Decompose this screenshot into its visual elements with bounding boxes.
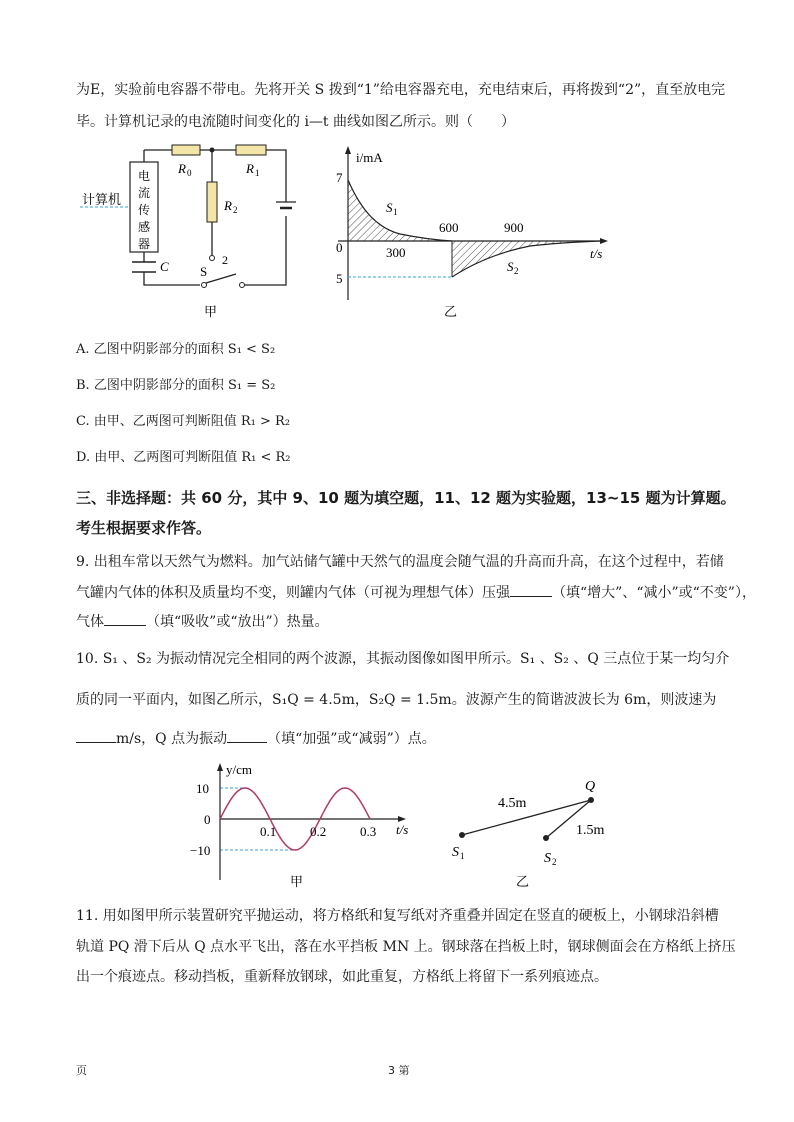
wave-tick-minus10: −10 bbox=[190, 843, 211, 858]
resistor-r0 bbox=[172, 145, 200, 155]
fig-yi-caption: 乙 bbox=[444, 304, 458, 319]
q11-line-1: 11. 用如图甲所示装置研究平抛运动，将方格纸和复写纸对齐重叠并固定在竖直的硬板上，小钢球沿斜槽 bbox=[76, 908, 719, 924]
option-d[interactable]: D. 由甲、乙两图可判断阻值 R₁ < R₂ bbox=[76, 450, 291, 465]
sensor-char-5: 器 bbox=[137, 237, 151, 251]
q11-line-3: 出一个痕迹点。移动挡板，重新释放钢球，如此重复，方格纸上将留下一系列痕迹点。 bbox=[76, 969, 608, 985]
footer-page-number: 3 第 bbox=[388, 1064, 410, 1077]
x-axis-arrow bbox=[600, 238, 608, 244]
r2-label: R bbox=[224, 198, 232, 213]
label-q: Q bbox=[585, 779, 596, 794]
label-1-5m: 1.5m bbox=[576, 823, 605, 838]
junction-dot bbox=[210, 148, 215, 153]
s1-label-sub: 1 bbox=[393, 207, 398, 217]
wave-y-axis-arrow bbox=[217, 763, 223, 771]
fig-jia-caption: 甲 bbox=[204, 304, 218, 319]
s2-label-sub: 2 bbox=[514, 266, 519, 276]
r0-label: R bbox=[178, 161, 186, 176]
wave-tick-10: 10 bbox=[196, 781, 209, 796]
q9-line-2a: 气罐内气体的体积及质量均不变，则罐内气体（可视为理想气体）压强 bbox=[76, 585, 510, 601]
r2-label-sub: 2 bbox=[233, 205, 238, 215]
point-q bbox=[588, 797, 594, 803]
area-s1 bbox=[348, 180, 452, 241]
tick-7: 7 bbox=[336, 170, 343, 185]
switch-pivot bbox=[202, 283, 207, 288]
option-c[interactable]: C. 由甲、乙两图可判断阻值 R₁ > R₂ bbox=[76, 414, 291, 429]
switch-label: S bbox=[200, 264, 208, 279]
q10-speed-blank[interactable] bbox=[76, 728, 116, 743]
s2-label: S bbox=[507, 259, 514, 274]
option-b[interactable]: B. 乙图中阴影部分的面积 S₁ = S₂ bbox=[76, 378, 276, 393]
section3-heading-line-1: 三、非选择题：共 60 分，其中 9、10 题为填空题，11、12 题为实验题，13~15 题为计算题。 bbox=[76, 489, 736, 507]
tick-600: 600 bbox=[439, 220, 459, 235]
q9-line-1: 9. 出租车常以天然气为燃料。加气站储气罐中天然气的温度会随气温的升高而升高，在这个过程中，若储 bbox=[76, 554, 724, 570]
label-s2-sub: 2 bbox=[552, 857, 557, 867]
circuit-diagram bbox=[76, 140, 306, 325]
segment-s1q bbox=[462, 800, 591, 835]
resistor-r2 bbox=[207, 182, 217, 222]
sensor-char-2: 流 bbox=[137, 186, 151, 200]
it-curve-chart bbox=[330, 140, 620, 325]
r1-label-sub: 1 bbox=[255, 168, 260, 178]
sensor-char-3: 传 bbox=[137, 203, 151, 217]
q10-line-1: 10. S₁ 、S₂ 为振动情况完全相同的两个波源，其振动图像如图甲所示。S₁ 、S₂ 、Q 三点位于某一均匀介 bbox=[76, 651, 730, 667]
y-axis-arrow bbox=[345, 146, 351, 154]
tick-900: 900 bbox=[504, 220, 524, 235]
label-4-5m: 4.5m bbox=[498, 796, 527, 811]
s1-label: S bbox=[386, 200, 393, 215]
option-a[interactable]: A. 乙图中阴影部分的面积 S₁ < S₂ bbox=[76, 342, 276, 357]
label-s1-sub: 1 bbox=[460, 851, 465, 861]
r1-label: R bbox=[246, 161, 254, 176]
geometry-diagram bbox=[440, 770, 640, 895]
wave-x-label: t/s bbox=[396, 822, 409, 837]
sensor-char-1: 电 bbox=[137, 169, 151, 183]
section3-heading-line-2: 考生根据要求作答。 bbox=[76, 519, 212, 537]
tick-5: 5 bbox=[336, 271, 343, 286]
geometry-fig-caption: 乙 bbox=[516, 874, 530, 889]
wave-fig-caption: 甲 bbox=[290, 874, 304, 889]
point-s2 bbox=[543, 835, 549, 841]
q9-line-3b: （填“吸收”或“放出”）热量。 bbox=[146, 614, 329, 630]
q8-line-2: 毕。计算机记录的电流随时间变化的 i—t 曲线如图乙所示。则（ ） bbox=[76, 114, 516, 130]
point-s1 bbox=[459, 832, 465, 838]
label-s2: S bbox=[544, 851, 551, 866]
switch-pos-2-label: 2 bbox=[222, 253, 228, 267]
q9-line-2b: （填“增大”、“减小”或“不变”）， bbox=[552, 585, 756, 601]
wave-tick-0: 0 bbox=[204, 812, 211, 827]
switch-contact-2 bbox=[210, 256, 215, 261]
q10-line-3b: （填“加强”或“减弱”）点。 bbox=[267, 731, 436, 747]
wave-tick-01: 0.1 bbox=[260, 824, 277, 839]
q10-line-2: 质的同一平面内，如图乙所示，S₁Q = 4.5m，S₂Q = 1.5m。波源产生的简谐波波长为 6m，则波速为 bbox=[76, 692, 717, 708]
tick-0: 0 bbox=[336, 240, 343, 255]
q8-line-1: 为E，实验前电容器不带电。先将开关 S 拨到“1”给电容器充电，充电结束后，再将拨到“2”，直至放电完 bbox=[76, 82, 726, 98]
q9-pressure-blank[interactable] bbox=[510, 582, 552, 597]
wave-tick-02: 0.2 bbox=[310, 824, 327, 839]
r0-label-sub: 0 bbox=[187, 168, 192, 178]
resistor-r1 bbox=[236, 145, 266, 155]
q9-line-2 bbox=[76, 582, 756, 603]
wave-y-label: y/cm bbox=[226, 762, 252, 777]
switch-blade bbox=[206, 274, 236, 283]
q9-heat-blank[interactable] bbox=[104, 611, 146, 626]
footer-left: 页 bbox=[76, 1064, 87, 1077]
x-axis-label: t/s bbox=[590, 246, 603, 261]
y-axis-label: i/mA bbox=[356, 150, 383, 165]
vibration-graph bbox=[180, 758, 420, 893]
sensor-char-4: 感 bbox=[137, 220, 151, 234]
tick-300: 300 bbox=[386, 245, 406, 260]
capacitor-label: C bbox=[160, 259, 169, 274]
q10-type-blank[interactable] bbox=[227, 728, 267, 743]
q9-line-3 bbox=[76, 611, 329, 632]
wave-tick-03: 0.3 bbox=[360, 824, 377, 839]
q10-line-3 bbox=[76, 728, 436, 749]
switch-contact-1 bbox=[240, 283, 245, 288]
label-s1: S bbox=[452, 845, 459, 860]
q9-line-3a: 气体 bbox=[76, 614, 104, 630]
computer-label: 计算机 bbox=[82, 192, 122, 207]
q10-line-3a: m/s，Q 点为振动 bbox=[116, 731, 228, 747]
q11-line-2: 轨道 PQ 滑下后从 Q 点水平飞出，落在水平挡板 MN 上。钢球落在挡板上时，钢球侧面会在方格纸上挤压 bbox=[76, 939, 736, 955]
